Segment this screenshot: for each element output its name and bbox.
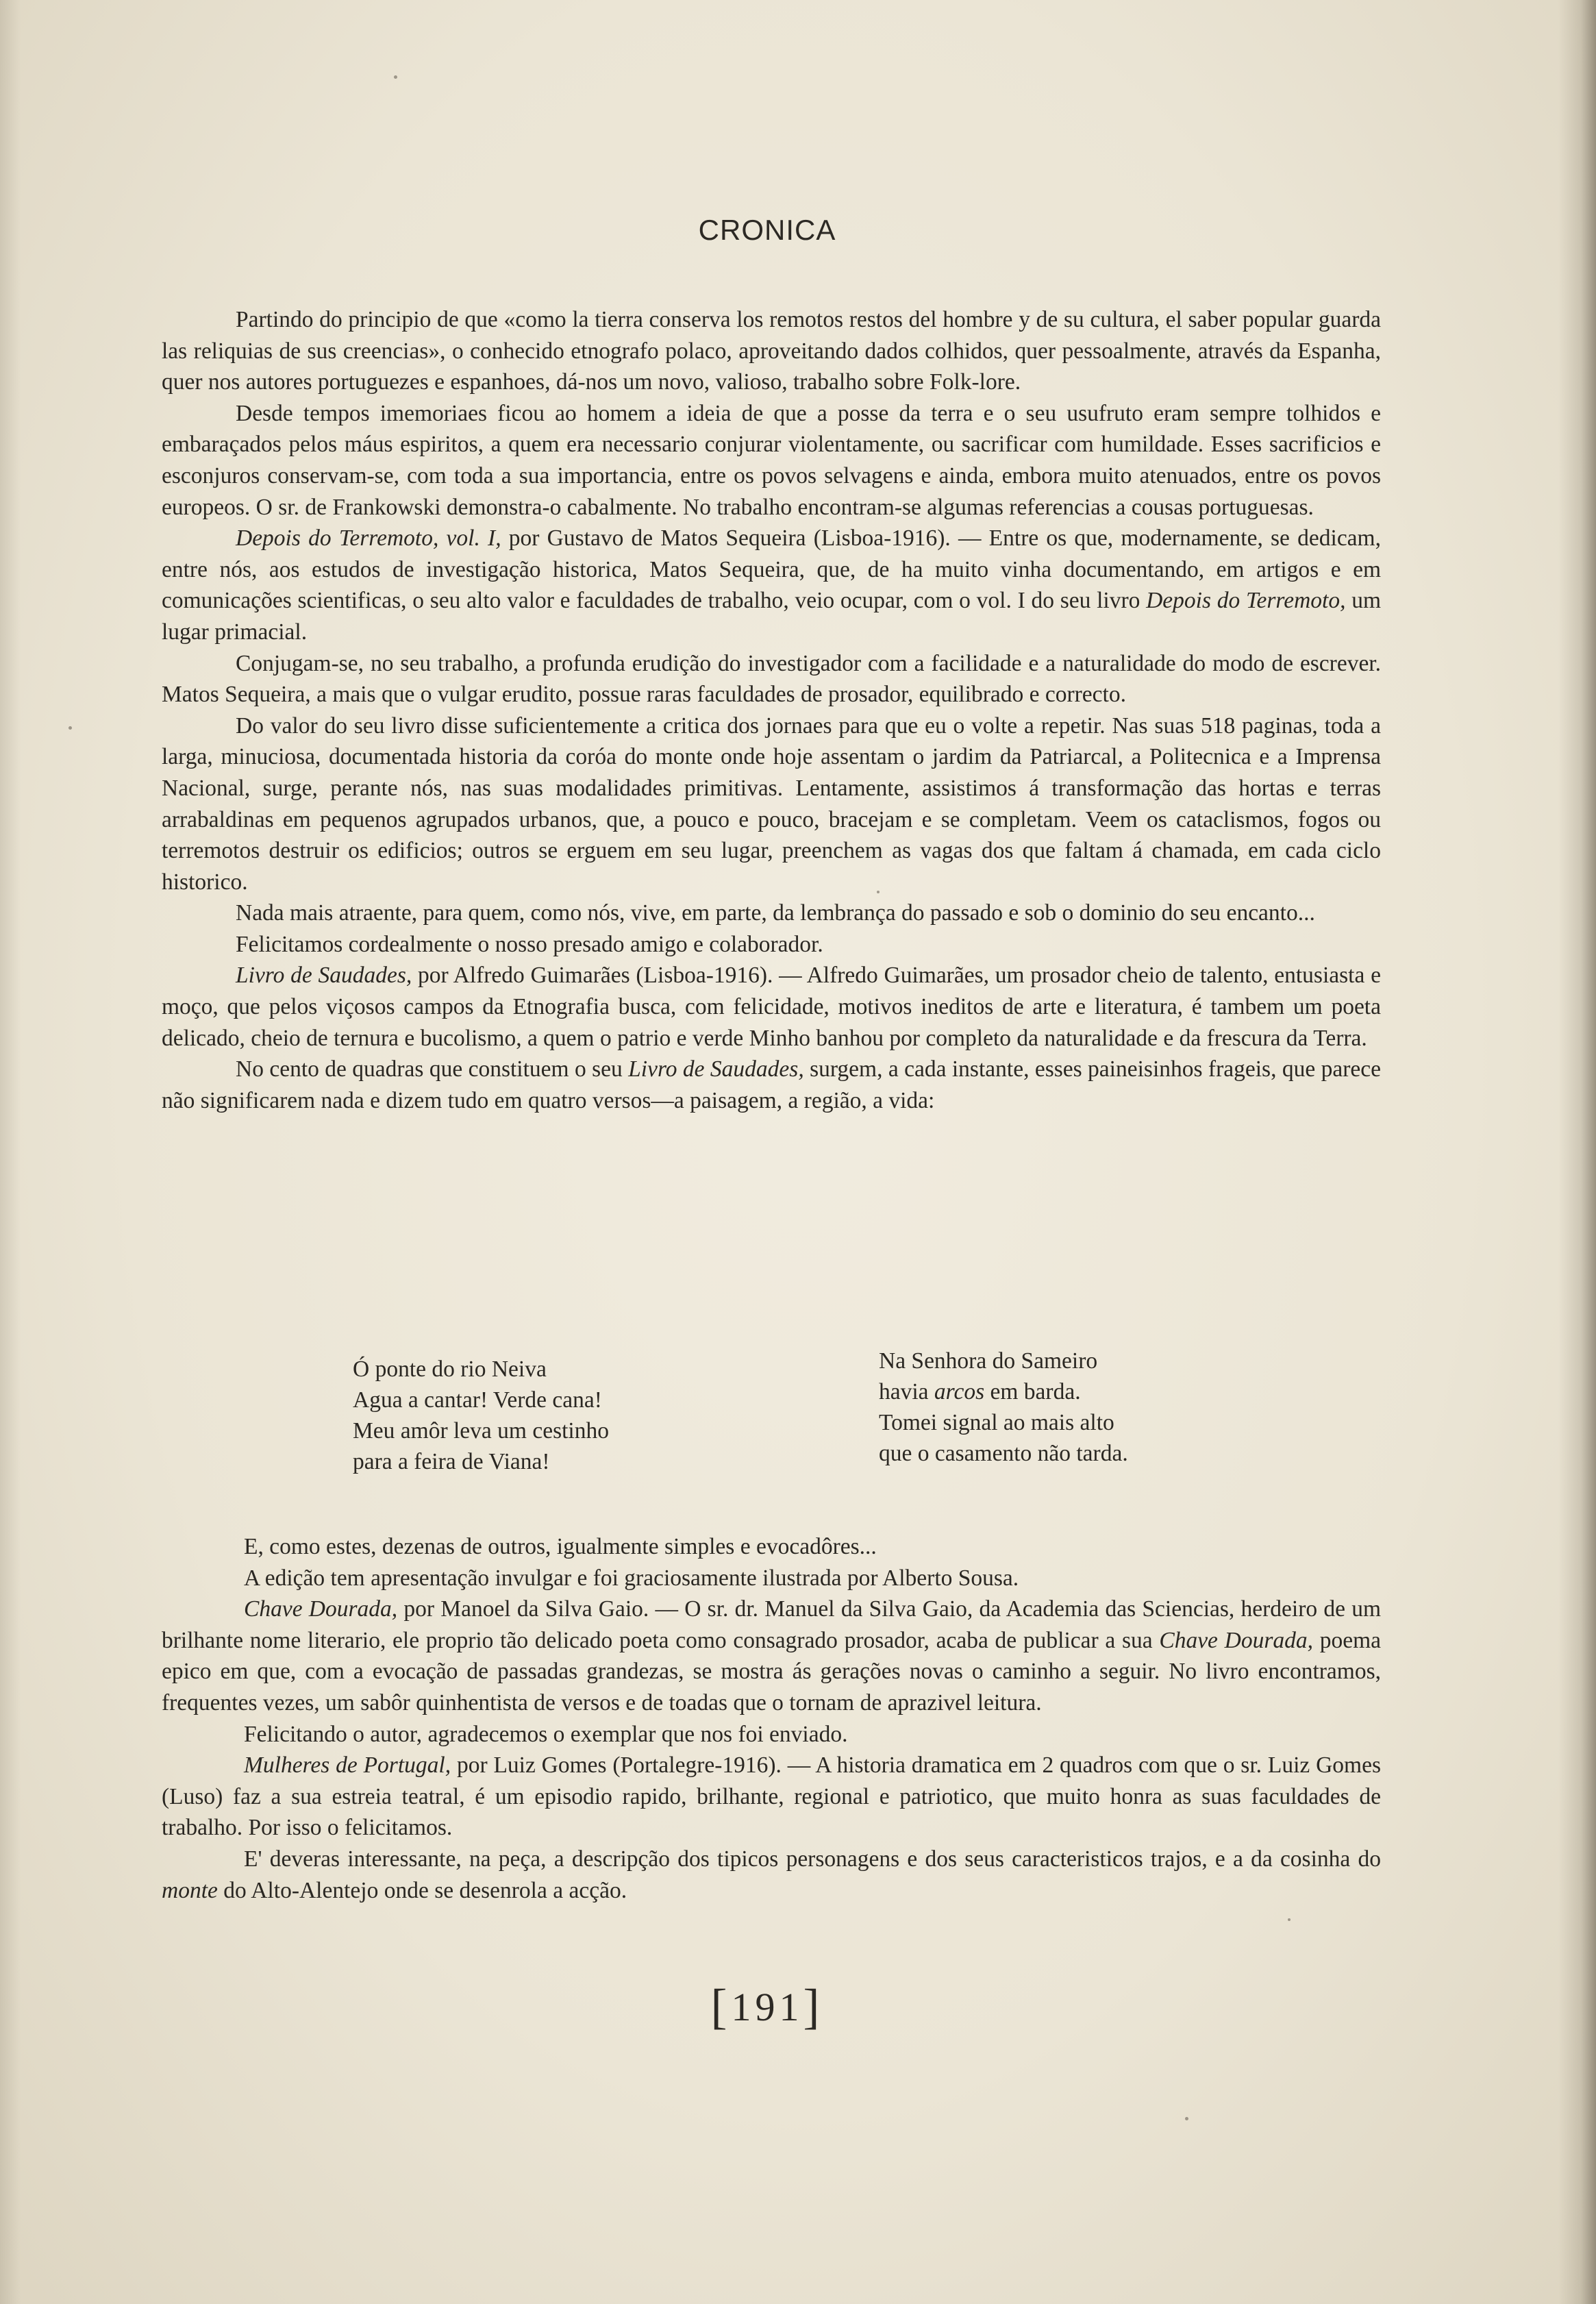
bracket-right: ] — [803, 1979, 824, 2034]
review-paragraph — [162, 960, 1381, 1054]
review-text: do Alto-Alentejo onde se desenrola a acção. — [217, 1877, 627, 1903]
paper-speck — [1185, 2117, 1188, 2120]
book-title: Livro de Saudades, — [628, 1056, 804, 1082]
verse-line: para a feira de Viana! — [353, 1449, 550, 1474]
book-title: Depois do Terremoto, vol. I, — [236, 525, 501, 552]
paragraph: Desde tempos imemoriaes ficou ao homem a ideia de que a posse da terra e o seu usufruto eram sempre tolhidos e embaraçados pelos máus espiritos, a quem era necessario conjurar violentamente, ou sacrificar com humildade. Esses sacrificios e esconjuros conservam-se, com toda a sua importancia, entre os povos selvagens e ainda, embora muito atenuados, entre os povos europeos. O sr. de Frankowski demonstra-o cabalmente. No trabalho encontram-se algumas referencias a cousas portuguesas. — [162, 400, 1381, 520]
page-shadow-left — [0, 0, 21, 2304]
verse-line: Agua a cantar! Verde cana! — [353, 1387, 602, 1413]
verse-block — [353, 1348, 1243, 1491]
article-body-continued — [162, 1531, 1381, 1906]
article-body — [162, 304, 1381, 1116]
paragraph: Partindo do principio de que «como la tierra conserva los remotos restos del hombre y de su cultura, el saber popular guarda las reliquias de sus creencias», o conhecido etnografo polaco, aproveitando dados colhidos, quer pessoalmente, através da Espanha, quer nos autores portuguezes e espanhoes, dá-nos um novo, valioso, trabalho sobre Folk-lore. — [162, 307, 1381, 395]
book-title: Livro de Saudades, — [236, 963, 412, 989]
page-number — [0, 1979, 1534, 2035]
review-text: por Gustavo de Matos Sequeira (Lisboa-1916). — Entre os que, modernamente, se dedicam, entre nós, aos estudos de investigação historica, Matos Sequeira, que, de ha muito vinha documentando, em artigos e em comunicações scientificas, o seu alto valor e faculdades de trabalho, veio ocupar, com o vol. I do seu livro — [162, 525, 1381, 614]
review-paragraph — [162, 523, 1381, 647]
paper-speck — [394, 75, 397, 79]
verse-emphasis: arcos — [934, 1379, 985, 1404]
page-shadow-right — [1558, 0, 1596, 2304]
paragraph — [162, 1054, 1381, 1116]
review-text: um lugar primacial. — [162, 588, 1382, 645]
paragraph: Nada mais atraente, para quem, como nós, vive, em parte, da lembrança do passado e sob o dominio do seu encanto... — [236, 900, 1315, 926]
paper-speck — [877, 891, 880, 893]
paragraph: Do valor do seu livro disse suficientemente a critica dos jornaes para que eu o volte a repetir. Nas suas 518 paginas, toda a larga, minuciosa, documentada historia da coróa do monte onde hoje assentam o jardim da Patriarcal, a Politecnica e a Imprensa Nacional, surge, perante nós, nas suas modalidades primitivas. Lentamente, assistimos á transformação das hortas e terras arrabaldinas em pequenos agrupados urbanos, que, a pouco e pouco, bracejam e se completam. Veem os cataclismos, fogos ou terremotos destruir os edificios; outros se erguem em seu lugar, preenchem as vagas dos que faltam á chamada, em cada ciclo historico. — [162, 713, 1381, 895]
verse-line: Ó ponte do rio Neiva — [353, 1357, 547, 1382]
verse-line: Na Senhora do Sameiro — [879, 1348, 1098, 1374]
verse-line: que o casamento não tarda. — [879, 1441, 1128, 1466]
review-text: por Luiz Gomes (Portalegre-1916). — A historia dramatica em 2 quadros com que o sr. Luiz Gomes (Luso) faz a sua estreia teatral, é um episodio rapido, brilhante, regional e patriotico, que muito honra as suas faculdades de trabalho. Por isso o felicitamos. — [162, 1752, 1382, 1841]
verse-line — [879, 1376, 1128, 1407]
review-text: No cento de quadras que constituem o seu — [236, 1056, 629, 1082]
review-text: poema epico em que, com a evocação de passadas grandezas, se mostra ás gerações novas o caminho a seguir. No livro encontramos, frequentes vezes, um sabôr quinhentista de versos e de toadas que o tornam de aprazivel leitura. — [162, 1627, 1382, 1715]
bracket-left: [ — [710, 1979, 732, 2034]
verse-line: Meu amôr leva um cestinho — [353, 1418, 609, 1444]
review-text: surgem, a cada instante, esses paineisinhos frageis, que parece não significarem nada e dizem tudo em quatro versos—a paisagem, a região, a vida: — [162, 1056, 1381, 1113]
review-text: por Manoel da Silva Gaio. — O sr. dr. Manuel da Silva Gaio, da Academia das Sciencias, herdeiro de um brilhante nome literario, ele proprio tão delicado poeta como consagrado prosador, acaba de publicar a sua — [162, 1596, 1381, 1653]
stanza-left — [353, 1354, 609, 1477]
page-title: CRONICA — [698, 214, 836, 246]
stanza-right — [879, 1346, 1128, 1469]
review-text: E' deveras interessante, na peça, a descripção dos tipicos personagens e dos seus caracteristicos trajos, e a da cosinha do — [244, 1846, 1381, 1872]
book-title: Mulheres de Portugal, — [244, 1752, 451, 1779]
paper-speck — [68, 726, 72, 730]
paragraph — [162, 1844, 1381, 1906]
paragraph: Conjugam-se, no seu trabalho, a profunda erudição do investigador com a facilidade e a naturalidade do modo de escrever. Matos Sequeira, a mais que o vulgar erudito, possue raras faculdades de prosador, equilibrado e correcto. — [162, 650, 1381, 708]
review-paragraph — [162, 1594, 1381, 1718]
review-paragraph — [162, 1750, 1381, 1844]
page-number-value: 191 — [731, 1985, 803, 2029]
emphasis-word: monte — [162, 1877, 218, 1903]
paragraph: Felicitando o autor, agradecemos o exemplar que nos foi enviado. — [244, 1721, 848, 1747]
verse-line: Tomei signal ao mais alto — [879, 1410, 1114, 1435]
paper-speck — [1288, 1918, 1290, 1921]
book-title: Depois do Terremoto, — [1146, 588, 1346, 614]
verse-text: em barda. — [984, 1379, 1081, 1404]
paragraph: Felicitamos cordealmente o nosso presado amigo e colaborador. — [236, 931, 823, 957]
review-text: por Alfredo Guimarães (Lisboa-1916). — Alfredo Guimarães, um prosador cheio de talento, entusiasta e moço, que pelos viçosos campos da Etnografia busca, com felicidade, motivos ineditos de arte e literatura, é tambem um poeta delicado, cheio de ternura e bucolismo, a quem o patrio e verde Minho banhou por completo da naturalidade e da frescura da Terra. — [162, 963, 1381, 1051]
book-title: Chave Dourada, — [1159, 1627, 1313, 1653]
verse-text: havia — [879, 1379, 934, 1404]
book-title: Chave Dourada, — [244, 1596, 398, 1622]
paragraph: E, como estes, dezenas de outros, igualmente simples e evocadôres... — [244, 1534, 877, 1559]
paragraph: A edição tem apresentação invulgar e foi graciosamente ilustrada por Alberto Sousa. — [244, 1565, 1019, 1591]
